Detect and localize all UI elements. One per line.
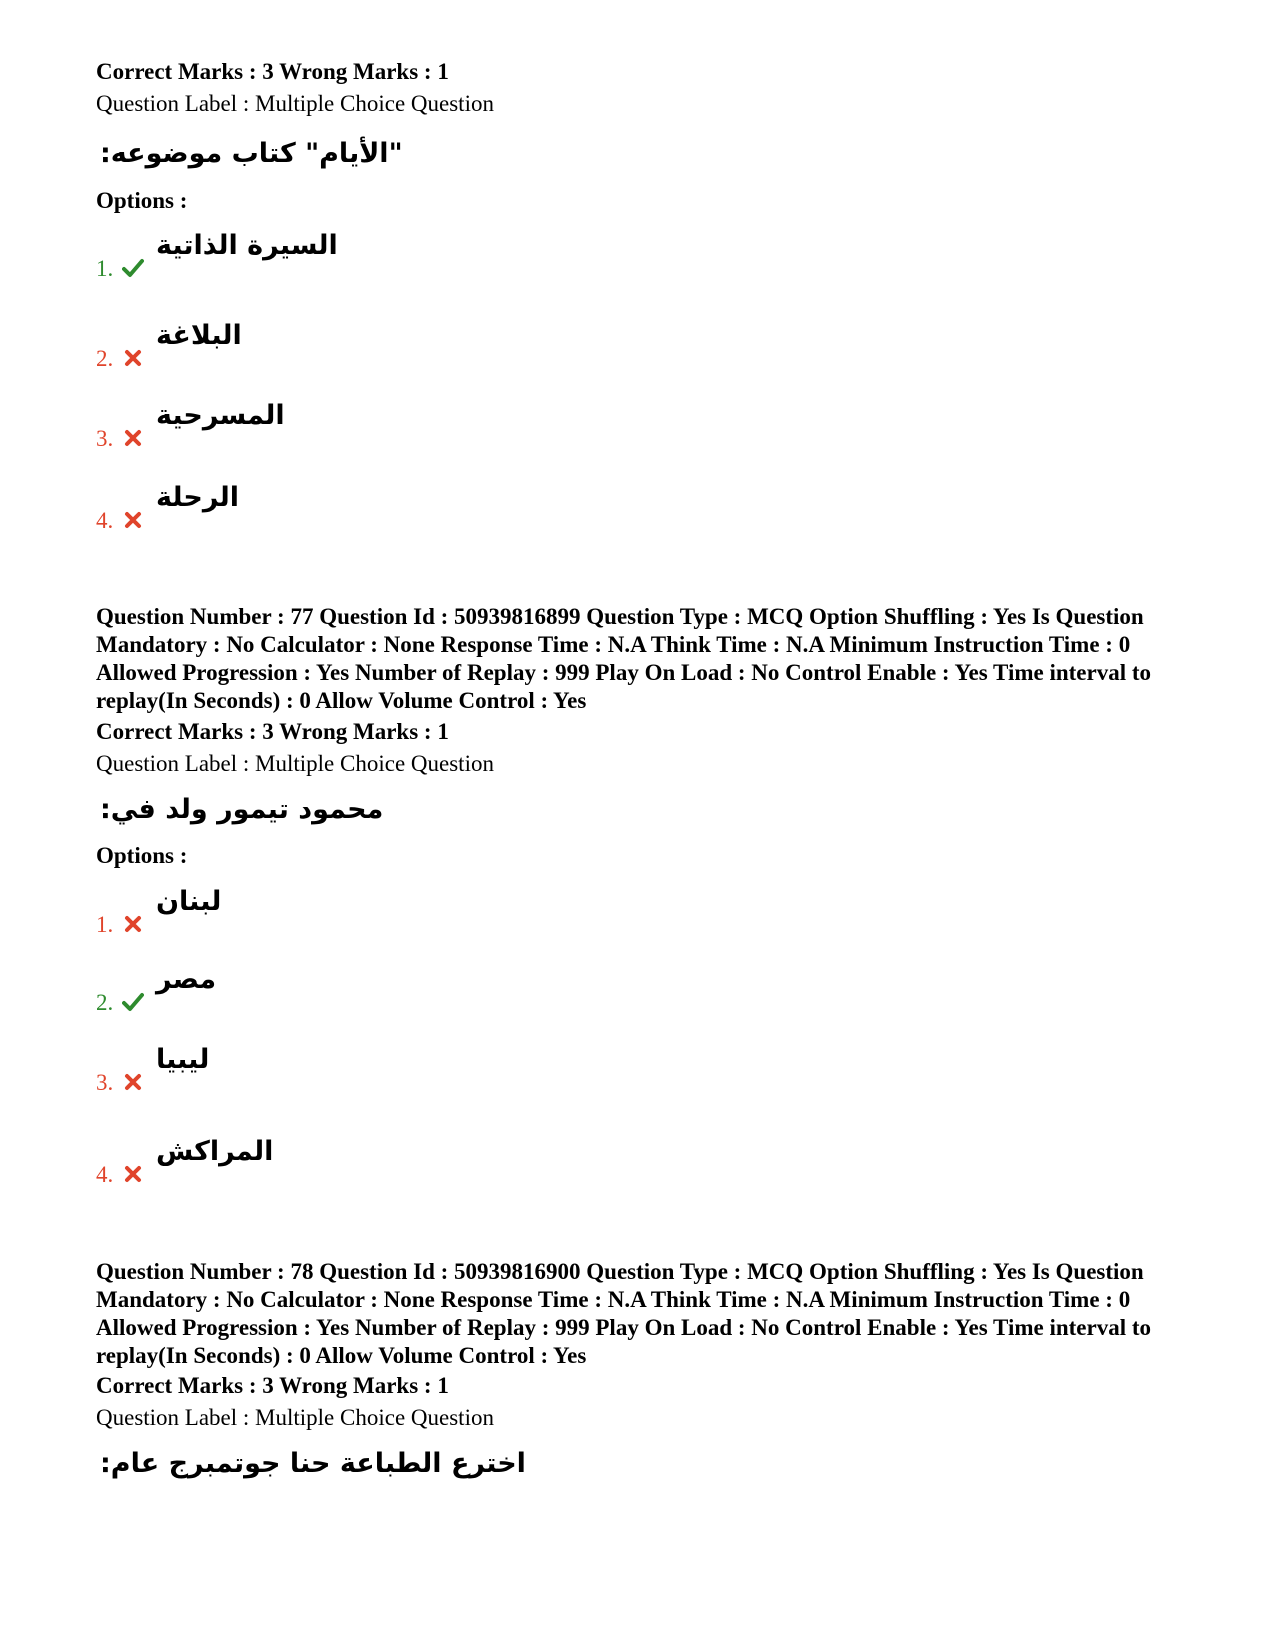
question-text: اخترع الطباعة حنا جوتمبرج عام: [100, 1448, 526, 1479]
correct-wrong-marks: Correct Marks : 3 Wrong Marks : 1 [96, 719, 449, 744]
check-icon [122, 258, 144, 278]
option-item [96, 228, 496, 288]
option-number: 2. [96, 990, 114, 1015]
option-number: 3. [96, 426, 114, 451]
cross-icon [122, 914, 144, 934]
option-item [96, 884, 496, 944]
option-text: البلاغة [156, 320, 242, 351]
option-text: المسرحية [156, 400, 285, 431]
option-item [96, 398, 496, 458]
question-text: محمود تيمور ولد في: [100, 794, 384, 825]
option-text: مصر [156, 964, 217, 995]
option-text: لبنان [156, 886, 222, 917]
option-number: 1. [96, 912, 114, 937]
cross-icon [122, 1164, 144, 1184]
cross-icon [122, 1072, 144, 1092]
question-meta: Question Number : 77 Question Id : 50939816899 Question Type : MCQ Option Shuffling : Yes Is Question Mandatory : No Calculator : None Response Time : N.A Think Time : N.A Minimum Instruction Time : 0 Allowed Progression : Yes Number of Replay : 999 Play On Load : No Control Enable : Yes Time interval to replay(In Seconds) : 0 Allow Volume Control : Yes [96, 604, 1152, 713]
question-label: Question Label : Multiple Choice Question [96, 91, 494, 116]
question-meta: Question Number : 78 Question Id : 50939816900 Question Type : MCQ Option Shuffling : Yes Is Question Mandatory : No Calculator : None Response Time : N.A Think Time : N.A Minimum Instruction Time : 0 Allowed Progression : Yes Number of Replay : 999 Play On Load : No Control Enable : Yes Time interval to replay(In Seconds) : 0 Allow Volume Control : Yes [96, 1259, 1152, 1368]
option-number: 4. [96, 508, 114, 533]
question-label: Question Label : Multiple Choice Question [96, 1405, 494, 1430]
option-number: 1. [96, 256, 114, 281]
option-number: 2. [96, 346, 114, 371]
option-item [96, 962, 496, 1022]
option-text: ليبيا [156, 1044, 210, 1075]
cross-icon [122, 510, 144, 530]
option-text: المراكش [156, 1136, 274, 1167]
option-item [96, 318, 496, 378]
question-label: Question Label : Multiple Choice Question [96, 751, 494, 776]
options-heading: Options : [96, 843, 188, 868]
option-number: 4. [96, 1162, 114, 1187]
check-icon [122, 992, 144, 1012]
option-item [96, 1042, 496, 1102]
correct-wrong-marks: Correct Marks : 3 Wrong Marks : 1 [96, 1373, 449, 1398]
option-item [96, 1134, 496, 1194]
option-text: السيرة الذاتية [156, 230, 338, 261]
cross-icon [122, 348, 144, 368]
correct-wrong-marks: Correct Marks : 3 Wrong Marks : 1 [96, 59, 449, 84]
option-text: الرحلة [156, 482, 240, 513]
question-text: "الأيام" كتاب موضوعه: [100, 138, 403, 169]
options-heading: Options : [96, 188, 188, 213]
option-item [96, 480, 496, 540]
option-number: 3. [96, 1070, 114, 1095]
cross-icon [122, 428, 144, 448]
